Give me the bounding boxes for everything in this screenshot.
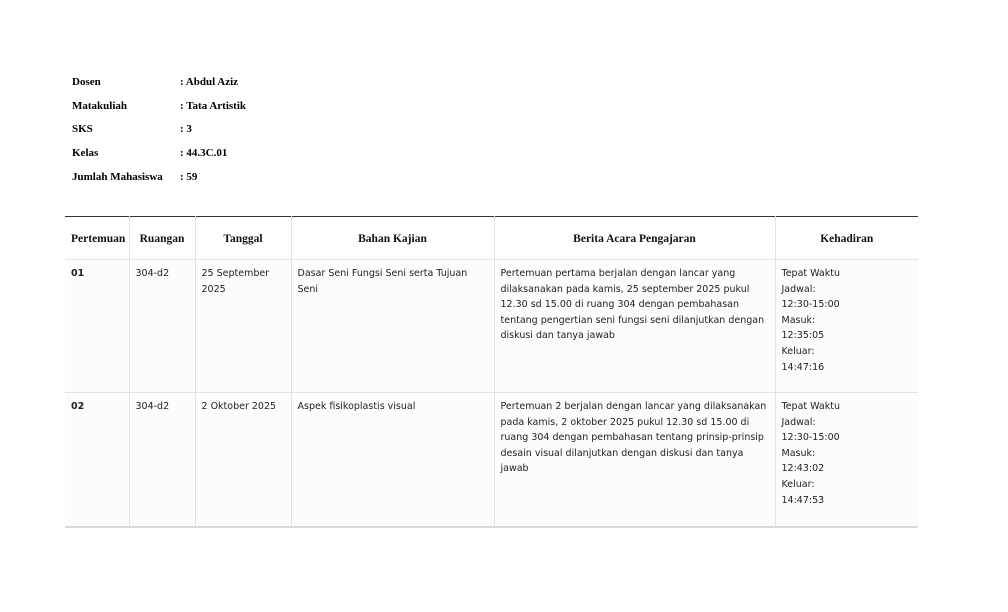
info-row-sks bbox=[72, 118, 246, 142]
kehadiran-status: Tepat Waktu bbox=[781, 401, 840, 412]
cell-tanggal: 25 September 2025 bbox=[195, 260, 291, 393]
kehadiran-masuk-value: 12:35:05 bbox=[781, 330, 825, 342]
cell-kehadiran bbox=[775, 260, 918, 393]
table-row bbox=[65, 260, 918, 393]
header-pertemuan: Pertemuan bbox=[65, 217, 129, 260]
kehadiran-masuk-label: Masuk: bbox=[781, 314, 816, 326]
kehadiran-keluar-value: 14:47:16 bbox=[781, 361, 825, 373]
header-berita-acara: Berita Acara Pengajaran bbox=[494, 217, 775, 260]
kehadiran-keluar-value: 14:47:53 bbox=[781, 494, 825, 506]
info-label: Jumlah Mahasiswa bbox=[72, 171, 163, 184]
cell-kehadiran bbox=[775, 393, 918, 528]
info-value: : 44.3C.01 bbox=[180, 147, 228, 160]
kehadiran-jadwal-label: Jadwal: bbox=[781, 283, 816, 295]
table-row bbox=[65, 393, 918, 528]
info-label: SKS bbox=[72, 123, 93, 136]
info-row-matakuliah bbox=[72, 94, 246, 118]
header-ruangan: Ruangan bbox=[129, 217, 195, 260]
cell-berita-acara: Pertemuan pertama berjalan dengan lancar yang dilaksanakan pada kamis, 25 september 2025 pukul 12.30 sd 15.00 di ruang 304 dengan pembahasan tentang pengertian seni fungsi seni dilanjutkan dengan diskusi dan tanya jawab bbox=[494, 260, 775, 393]
course-info bbox=[72, 70, 246, 189]
header-tanggal: Tanggal bbox=[195, 217, 291, 260]
info-row-kelas bbox=[72, 141, 246, 165]
kehadiran-jadwal-value: 12:30-15:00 bbox=[781, 432, 840, 444]
info-row-dosen bbox=[72, 70, 246, 94]
info-row-jumlah-mahasiswa bbox=[72, 165, 246, 189]
kehadiran-masuk-label: Masuk: bbox=[781, 447, 816, 459]
table-header-row bbox=[65, 217, 918, 260]
kehadiran-jadwal-value: 12:30-15:00 bbox=[781, 299, 840, 311]
cell-pertemuan: 01 bbox=[65, 260, 129, 393]
header-kehadiran: Kehadiran bbox=[775, 217, 918, 260]
info-value: : Tata Artistik bbox=[180, 99, 247, 112]
kehadiran-keluar-label: Keluar: bbox=[781, 345, 815, 357]
kehadiran-jadwal-label: Jadwal: bbox=[781, 416, 816, 428]
info-value: : Abdul Aziz bbox=[180, 75, 239, 88]
cell-bahan-kajian: Aspek fisikoplastis visual bbox=[291, 393, 494, 528]
cell-ruangan: 304-d2 bbox=[129, 393, 195, 528]
cell-tanggal: 2 Oktober 2025 bbox=[195, 393, 291, 528]
info-value: : 3 bbox=[180, 123, 192, 136]
attendance-table bbox=[65, 216, 918, 528]
cell-berita-acara: Pertemuan 2 berjalan dengan lancar yang dilaksanakan pada kamis, 2 oktober 2025 pukul 12.30 sd 15.00 di ruang 304 dengan pembahasan tentang prinsip-prinsip desain visual dilanjutkan dengan diskusi dan tanya jawab bbox=[494, 393, 775, 528]
info-label: Matakuliah bbox=[72, 99, 128, 112]
info-label: Dosen bbox=[72, 75, 101, 88]
cell-pertemuan: 02 bbox=[65, 393, 129, 528]
info-label: Kelas bbox=[72, 147, 99, 160]
info-value: : 59 bbox=[180, 171, 198, 184]
kehadiran-keluar-label: Keluar: bbox=[781, 478, 815, 490]
kehadiran-masuk-value: 12:43:02 bbox=[781, 463, 825, 475]
kehadiran-status: Tepat Waktu bbox=[781, 268, 840, 279]
attendance-table-wrapper bbox=[65, 216, 918, 528]
cell-ruangan: 304-d2 bbox=[129, 260, 195, 393]
header-bahan-kajian: Bahan Kajian bbox=[291, 217, 494, 260]
cell-bahan-kajian: Dasar Seni Fungsi Seni serta Tujuan Seni bbox=[291, 260, 494, 393]
